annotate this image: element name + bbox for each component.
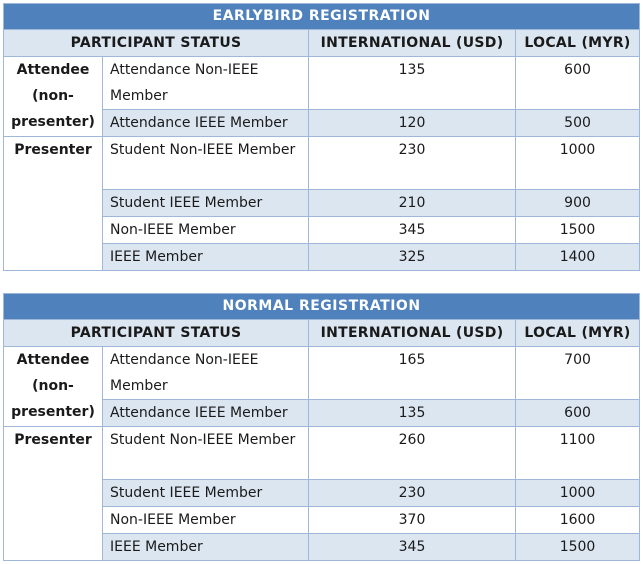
table-row (4, 427, 640, 480)
participant-type: Attendance IEEE Member (103, 400, 309, 427)
participant-type: Student IEEE Member (103, 480, 309, 507)
price-local: 1500 (516, 534, 640, 561)
price-local: 500 (516, 110, 640, 137)
price-local: 1000 (516, 137, 640, 190)
normal-table (3, 293, 640, 561)
table-row (4, 137, 640, 190)
table-title: NORMAL REGISTRATION (4, 294, 640, 320)
group-label-presenter: Presenter (4, 137, 103, 271)
group-label-attendee: Attendee (non-presenter) (4, 347, 103, 427)
table-title: EARLYBIRD REGISTRATION (4, 4, 640, 30)
group-label-attendee: Attendee (non-presenter) (4, 57, 103, 137)
participant-type: Non-IEEE Member (103, 507, 309, 534)
price-international: 135 (309, 400, 516, 427)
price-international: 120 (309, 110, 516, 137)
header-participant-status: PARTICIPANT STATUS (4, 30, 309, 57)
participant-type: Non-IEEE Member (103, 217, 309, 244)
header-local: LOCAL (MYR) (516, 320, 640, 347)
participant-type: Attendance IEEE Member (103, 110, 309, 137)
table-row (4, 57, 640, 110)
group-label-presenter: Presenter (4, 427, 103, 561)
price-local: 600 (516, 400, 640, 427)
price-international: 260 (309, 427, 516, 480)
participant-type: Attendance Non-IEEE Member (103, 347, 309, 400)
price-international: 230 (309, 480, 516, 507)
participant-type: IEEE Member (103, 244, 309, 271)
price-international: 165 (309, 347, 516, 400)
price-local: 700 (516, 347, 640, 400)
header-international: INTERNATIONAL (USD) (309, 320, 516, 347)
price-international: 135 (309, 57, 516, 110)
table-row (4, 347, 640, 400)
header-local: LOCAL (MYR) (516, 30, 640, 57)
participant-type: Attendance Non-IEEE Member (103, 57, 309, 110)
price-local: 1000 (516, 480, 640, 507)
header-international: INTERNATIONAL (USD) (309, 30, 516, 57)
price-international: 345 (309, 217, 516, 244)
price-international: 345 (309, 534, 516, 561)
price-international: 370 (309, 507, 516, 534)
header-participant-status: PARTICIPANT STATUS (4, 320, 309, 347)
price-international: 210 (309, 190, 516, 217)
price-local: 1100 (516, 427, 640, 480)
price-local: 900 (516, 190, 640, 217)
participant-type: Student Non-IEEE Member (103, 137, 309, 190)
participant-type: Student IEEE Member (103, 190, 309, 217)
price-local: 1400 (516, 244, 640, 271)
price-international: 230 (309, 137, 516, 190)
price-local: 600 (516, 57, 640, 110)
participant-type: Student Non-IEEE Member (103, 427, 309, 480)
earlybird-table (3, 3, 640, 271)
price-international: 325 (309, 244, 516, 271)
price-local: 1500 (516, 217, 640, 244)
price-local: 1600 (516, 507, 640, 534)
participant-type: IEEE Member (103, 534, 309, 561)
